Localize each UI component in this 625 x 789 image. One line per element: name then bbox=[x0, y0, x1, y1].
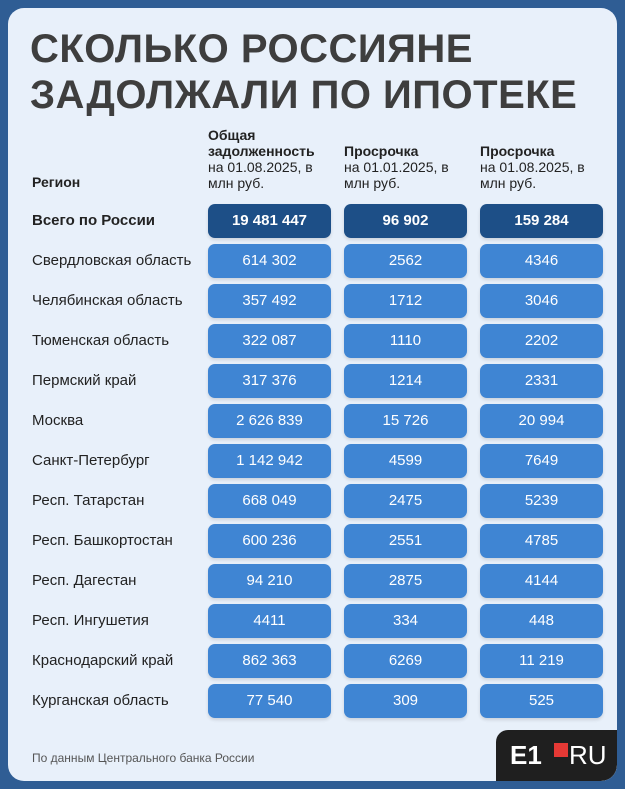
region-name: Тюменская область bbox=[32, 332, 170, 349]
overdue-jan-cell: 2875 bbox=[344, 564, 467, 598]
table-row bbox=[8, 404, 617, 438]
total-debt-cell: 614 302 bbox=[208, 244, 331, 278]
region-column-header: Регион bbox=[32, 174, 81, 190]
total-debt-cell: 668 049 bbox=[208, 484, 331, 518]
overdue-jan-cell: 4599 bbox=[344, 444, 467, 478]
column-header-overdue-jan bbox=[344, 143, 474, 191]
table-row bbox=[8, 684, 617, 718]
logo-red-square-icon bbox=[554, 743, 568, 757]
column-header-total-debt bbox=[208, 127, 338, 191]
total-debt-cell: 19 481 447 bbox=[208, 204, 331, 238]
table-row bbox=[8, 324, 617, 358]
region-name: Курганская область bbox=[32, 692, 169, 709]
total-debt-cell: 94 210 bbox=[208, 564, 331, 598]
table-row bbox=[8, 364, 617, 398]
e1-logo bbox=[496, 730, 617, 781]
logo-text-ru: RU bbox=[569, 740, 607, 770]
title-line-1: СКОЛЬКО РОССИЯНЕ bbox=[30, 27, 473, 71]
overdue-jan-cell: 6269 bbox=[344, 644, 467, 678]
column-header-subtitle: на 01.01.2025, в млн руб. bbox=[344, 159, 449, 191]
total-debt-cell: 317 376 bbox=[208, 364, 331, 398]
table-row bbox=[8, 604, 617, 638]
total-debt-cell: 600 236 bbox=[208, 524, 331, 558]
table-row bbox=[8, 484, 617, 518]
infographic-card bbox=[8, 8, 617, 781]
overdue-jan-cell: 1214 bbox=[344, 364, 467, 398]
column-header-subtitle: на 01.08.2025, в млн руб. bbox=[208, 159, 313, 191]
region-name: Респ. Ингушетия bbox=[32, 612, 149, 629]
column-header-subtitle: на 01.08.2025, в млн руб. bbox=[480, 159, 585, 191]
total-debt-cell: 322 087 bbox=[208, 324, 331, 358]
overdue-aug-cell: 11 219 bbox=[480, 644, 603, 678]
table-row bbox=[8, 644, 617, 678]
overdue-aug-cell: 159 284 bbox=[480, 204, 603, 238]
region-name: Санкт-Петербург bbox=[32, 452, 150, 469]
total-debt-cell: 357 492 bbox=[208, 284, 331, 318]
overdue-jan-cell: 309 bbox=[344, 684, 467, 718]
table-row bbox=[8, 564, 617, 598]
region-name: Челябинская область bbox=[32, 292, 183, 309]
region-name: Всего по России bbox=[32, 212, 156, 229]
region-name: Краснодарский край bbox=[32, 652, 174, 669]
overdue-jan-cell: 1110 bbox=[344, 324, 467, 358]
region-name: Респ. Татарстан bbox=[32, 492, 145, 509]
overdue-jan-cell: 1712 bbox=[344, 284, 467, 318]
overdue-aug-cell: 3046 bbox=[480, 284, 603, 318]
region-name: Свердловская область bbox=[32, 252, 192, 269]
total-debt-cell: 77 540 bbox=[208, 684, 331, 718]
overdue-aug-cell: 20 994 bbox=[480, 404, 603, 438]
total-debt-cell: 2 626 839 bbox=[208, 404, 331, 438]
column-header-title: Просрочка bbox=[480, 143, 555, 159]
overdue-aug-cell: 2331 bbox=[480, 364, 603, 398]
overdue-aug-cell: 2202 bbox=[480, 324, 603, 358]
overdue-aug-cell: 7649 bbox=[480, 444, 603, 478]
overdue-aug-cell: 4144 bbox=[480, 564, 603, 598]
overdue-jan-cell: 96 902 bbox=[344, 204, 467, 238]
overdue-jan-cell: 2551 bbox=[344, 524, 467, 558]
overdue-jan-cell: 2475 bbox=[344, 484, 467, 518]
page-title bbox=[30, 26, 577, 118]
total-debt-cell: 1 142 942 bbox=[208, 444, 331, 478]
column-header-overdue-aug bbox=[480, 143, 610, 191]
logo-text-e1: E1 bbox=[510, 740, 542, 770]
overdue-aug-cell: 525 bbox=[480, 684, 603, 718]
overdue-aug-cell: 4346 bbox=[480, 244, 603, 278]
overdue-aug-cell: 448 bbox=[480, 604, 603, 638]
table-row bbox=[8, 284, 617, 318]
title-line-2: ЗАДОЛЖАЛИ ПО ИПОТЕКЕ bbox=[30, 73, 578, 117]
region-name: Москва bbox=[32, 412, 84, 429]
region-name: Пермский край bbox=[32, 372, 137, 389]
overdue-jan-cell: 2562 bbox=[344, 244, 467, 278]
table-row bbox=[8, 444, 617, 478]
table-row-total bbox=[8, 204, 617, 238]
table-row bbox=[8, 524, 617, 558]
overdue-aug-cell: 4785 bbox=[480, 524, 603, 558]
overdue-jan-cell: 334 bbox=[344, 604, 467, 638]
table-row bbox=[8, 244, 617, 278]
column-header-title: Просрочка bbox=[344, 143, 419, 159]
total-debt-cell: 4411 bbox=[208, 604, 331, 638]
total-debt-cell: 862 363 bbox=[208, 644, 331, 678]
overdue-aug-cell: 5239 bbox=[480, 484, 603, 518]
region-name: Респ. Дагестан bbox=[32, 572, 137, 589]
overdue-jan-cell: 15 726 bbox=[344, 404, 467, 438]
column-header-title: Общая задолженность bbox=[208, 127, 315, 159]
source-note: По данным Центрального банка России bbox=[32, 751, 255, 765]
region-name: Респ. Башкортостан bbox=[32, 532, 173, 549]
